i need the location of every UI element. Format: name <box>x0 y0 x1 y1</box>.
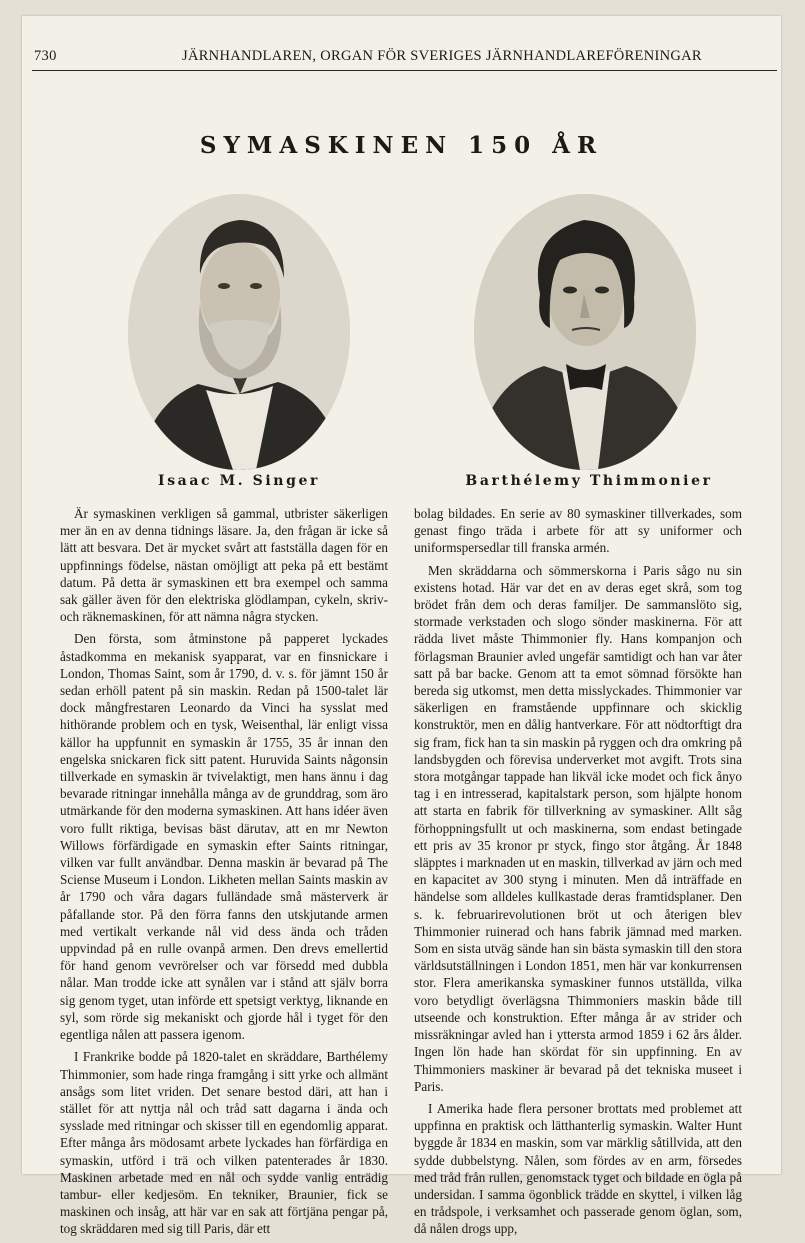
article-title: SYMASKINEN 150 ÅR <box>199 132 604 159</box>
portrait-singer-illustration <box>128 194 350 470</box>
article-column-left <box>60 505 388 1243</box>
caption-singer: Isaac M. Singer <box>158 473 320 489</box>
paragraph: I Amerika hade flera personer brottats med problemet att uppfinna en praktisk och lätthanterlig symaskin. Walter Hunt byggde år 1834 en maskin, som var märklig såtillvida, att den sydde dubbelstyng. Nålen, som fördes av en arm, försedes med tråd från rullen, genomstack tyget och bildade en ögla på undersidan. I samma ögonblick trädde en skyttel, i vilken låg en trådspole, i verksamhet och passerade genom öglan, som, då nålen drogs upp, <box>414 1100 742 1237</box>
paragraph: Men skräddarna och sömmerskorna i Paris sågo nu sin existens hotad. Här var det en av deras eget skrå, som tog brödet från dem och deras familjer. De sammanslöto sig, stormade verkstaden och slogo sönder maskinerna. För att rädda livet måste Thimmonier fly. Hans kompanjon och förlagsman Braunier avled ungefär samtidigt och han var åter satt på bar backe. Genom att ta emot sömnad försökte han bereda sig utkomst, men detta misslyckades. Thimmonier var säkerligen en framstående uppfinnare och skicklig konstruktör, men en dålig hantverkare. För att nödtorftigt dra sig fram, fick han ta sin maskin på ryggen och dra omkring på landsbygden och förevisa underverket mot avgift. Trots sina stora motgångar tappade han likväl icke modet och fick ånyo tag i en intresserad, kapitalstark person, som hjälpte honom att starta en fabrik för tillverkning av symaskiner. Allt såg förhoppningsfullt ut och maskinerna, som endast betingade ett pris av 35 kronor pr styck, fingo stor åtgång. År 1848 släpptes i marknaden ut en maskin, tillverkad av järn och med en kapacitet av 300 styng i minuten. Men då inträffade en händelse som alldeles kullkastade deras framtidsplaner. Den s. k. februarirevolutionen bröt ut och återigen blev Thimmonier ruinerad och hans fabrik jämnad med marken. Som en sista utväg sände han sin bästa symaskin till den stora världsutställningen i London 1851, men här var konkurrensen stor. Flera amerikanska symaskiner funnos utställda, vilka voro betydligt överlägsna Thimmoniers maskin både till utseende och konstruktion. Efter många år av strider och missräkningar avled han i yttersta armod 1859 i 62 års ålder. Ingen lön hade han skördat för sin uppfinning. En av Thimmoniers maskiner är bevarad på det tekniska museet i Paris. <box>414 562 742 1094</box>
portrait-thimmonier-illustration <box>474 194 696 470</box>
portrait-singer <box>128 194 350 470</box>
article-column-right <box>414 505 742 1243</box>
page-number: 730 <box>34 48 57 64</box>
portrait-thimmonier <box>474 194 696 470</box>
journal-title: JÄRNHANDLAREN, ORGAN FÖR SVERIGES JÄRNHANDLAREFÖRENINGAR <box>182 48 702 64</box>
caption-thimmonier: Barthélemy Thimmonier <box>465 473 713 489</box>
paragraph: bolag bildades. En serie av 80 symaskiner tillverkades, som genast fingo träda i arbete för att sy uniformer och uniformspersedlar till franska armén. <box>414 506 742 556</box>
paragraph: Den första, som åtminstone på papperet lyckades åstadkomma en mekanisk syapparat, var en finsnickare i London, Thomas Saint, som år 1790, d. v. s. för jämnt 150 år sedan erhöll patent på sin maskin. Redan på 1500-talet lär dock mångfrestaren Leonardo da Vinci ha sysslat med hithörande problem och en tysk, Weisenthal, lär enligt vissa källor ha uppfunnit en symaskin år 1755, 35 år innan den engelska snickaren fick sitt patent. Huruvida Saints någonsin tillverkade en symaskin är tvivelaktigt, men hans ännu i dag bevarade ritningar innehålla många av de grunddrag, som äro utmärkande för den moderna symaskinen. Att hans idéer även voro fullt riktiga, bevisas bäst därutav, att en mr Newton Willows förfärdigade en symaskin efter Saints ritningar, vilken var fullt användbar. Denna maskin är bevarad på The Sciense Museum i London. Likheten mellan Saints maskin av år 1790 och våra dagars fulländade små mästerverk är påfallande stor. På den förra fanns den utskjutande armen med vertikalt verkande nål vid dess ända och tråden uppvindad på en rulle ovanpå armen. Den drevs emellertid för hand genom vevrörelser och var försedd med dubbla nålar. Man trodde icke att synålen var i stånd att själv borra sig genom tyget, utan införde ett spetsigt verktyg, liknande en syl, som rörde sig mekaniskt och gjorde hål i tyget för den egentliga nålen att passera igenom. <box>60 631 388 1043</box>
paragraph: I Frankrike bodde på 1820-talet en skräddare, Barthélemy Thimmonier, som hade ringa framgång i sitt yrke och allmänt ansågs som litet vriden. Det senare bestod däri, att han i stället för att nyttja nål och tråd satt dagarna i ända och sysslade med ritningar och skisser till en egendomlig apparat. Efter många års mödosamt arbete lyckades han förfärdiga en symaskin, utförd i trä och vilken patenterades år 1830. Maskinen arbetade med en nål och sydde vanlig enträdig tambur- eller kedjesöm. En tekniker, Braunier, fick se maskinen och insåg, att här var en sak att förtjäna pengar på, tog skräddaren med sig till Paris, där ett <box>60 1049 388 1237</box>
paragraph: Är symaskinen verkligen så gammal, utbrister säkerligen mer än en av denna tidnings läsare. Ja, den frågan är icke så lätt att besvara. Det är mycket svårt att fastställa dagen för en uppfinnings födelse, nästan omöjligt att peka på ett bestämt datum. På detta är symaskinen ett bra exempel och samma sak gäller även för den elektriska glödlampan, cykeln, skriv- och räknemaskinen, för att nämna några stycken. <box>60 506 388 625</box>
running-head <box>32 44 777 71</box>
magazine-page <box>22 16 781 1237</box>
